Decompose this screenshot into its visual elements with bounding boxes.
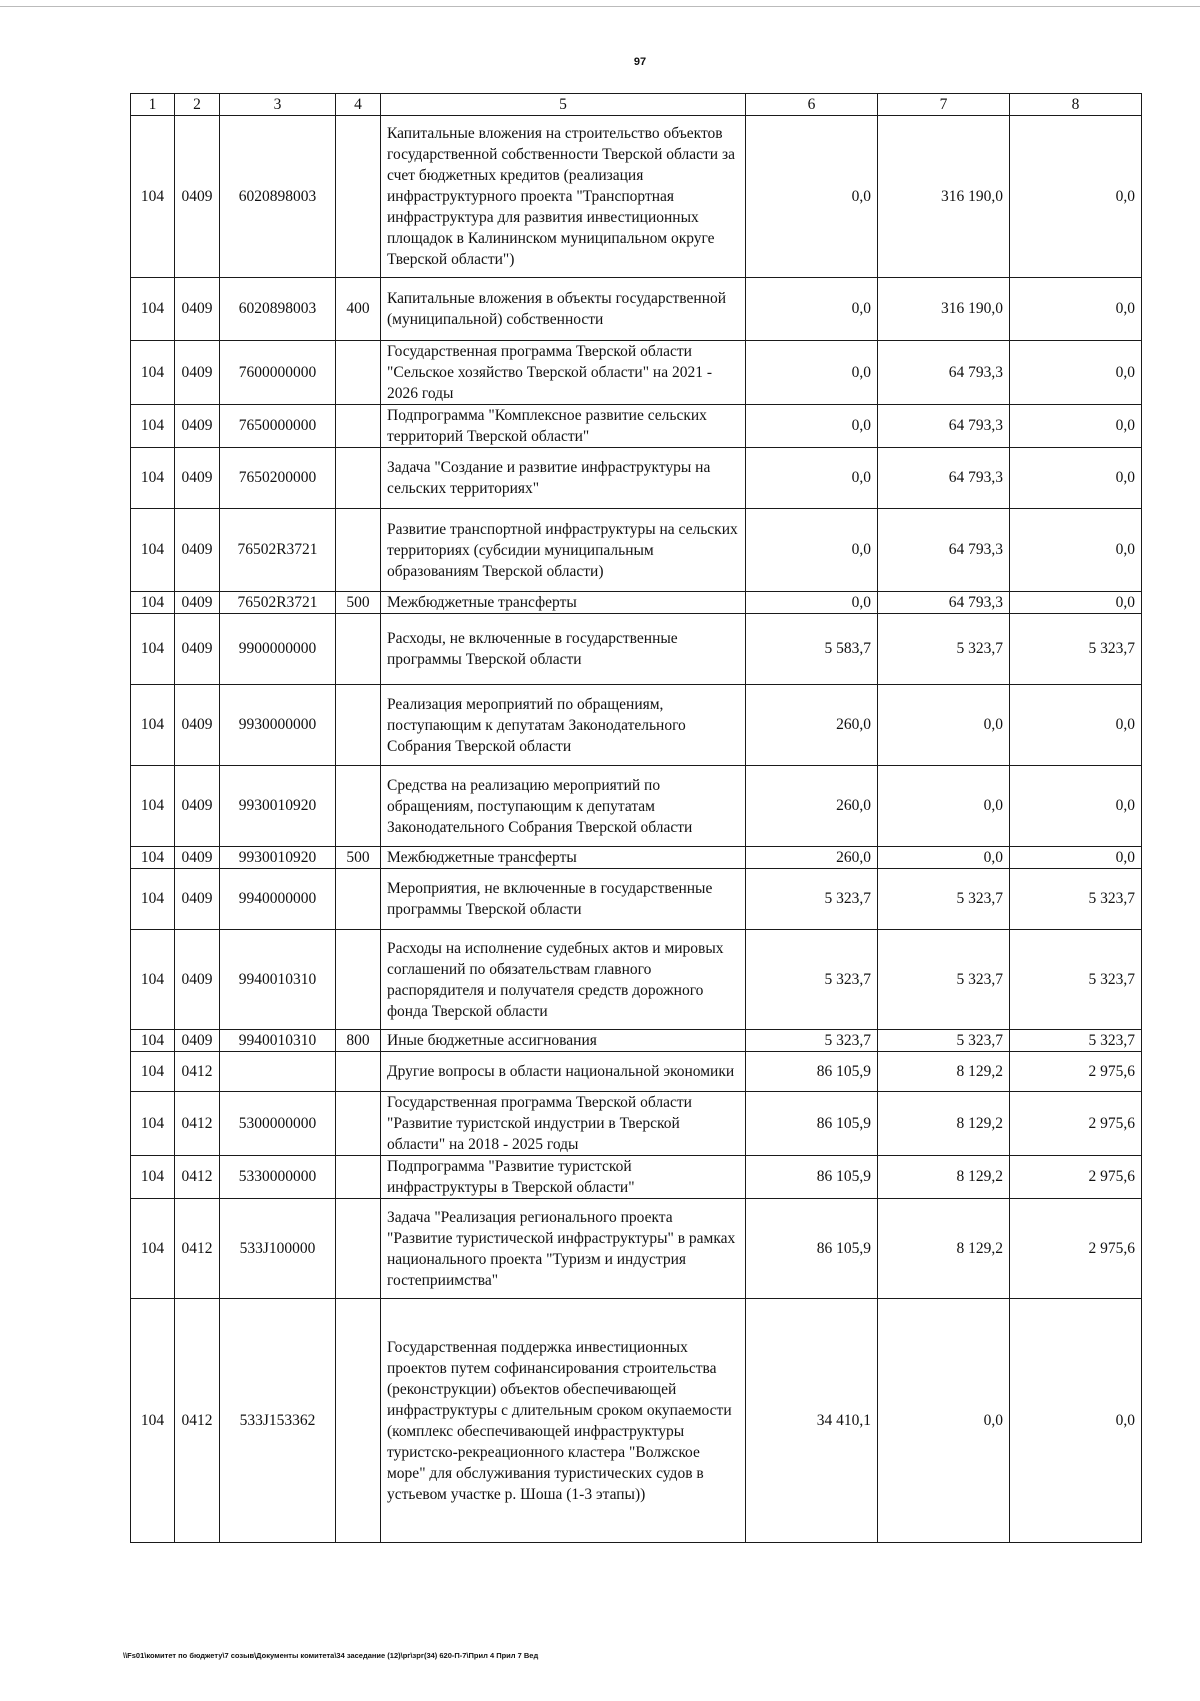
row-cell-4: [336, 116, 381, 278]
row-cell-3: 533J153362: [220, 1299, 336, 1543]
row-cell-3: 5300000000: [220, 1092, 336, 1156]
row-cell-3: 9900000000: [220, 614, 336, 685]
row-value-8: 0,0: [1010, 847, 1142, 869]
row-cell-2: 0409: [175, 278, 220, 341]
row-cell-1: 104: [131, 1030, 175, 1052]
row-cell-1: 104: [131, 614, 175, 685]
row-description: Задача "Создание и развитие инфраструктуры на сельских территориях": [381, 448, 746, 509]
row-cell-3: 7650200000: [220, 448, 336, 509]
row-description: Государственная поддержка инвестиционных проектов путем софинансирования строительства (реконструкции) объектов обеспечивающей инфраструктуры с длительным сроком окупаемости (комплекс обеспечивающей инфраструктуры туристско-рекреационного кластера "Волжское море" для обслуживания туристических судов в устьевом участке р. Шоша (1-3 этапы)): [381, 1299, 746, 1543]
col-header-8: 8: [1010, 94, 1142, 116]
row-value-6: 86 105,9: [746, 1156, 878, 1199]
row-value-7: 5 323,7: [878, 614, 1010, 685]
table-row: [131, 509, 1142, 592]
row-cell-3: 9930010920: [220, 847, 336, 869]
row-value-8: 0,0: [1010, 509, 1142, 592]
row-cell-1: 104: [131, 278, 175, 341]
row-description: Развитие транспортной инфраструктуры на сельских территориях (субсидии муниципальным образованиям Тверской области): [381, 509, 746, 592]
row-value-7: 64 793,3: [878, 509, 1010, 592]
col-header-4: 4: [336, 94, 381, 116]
row-value-7: 8 129,2: [878, 1156, 1010, 1199]
header-row: [131, 94, 1142, 116]
row-cell-1: 104: [131, 1092, 175, 1156]
row-cell-2: 0409: [175, 614, 220, 685]
row-value-7: 8 129,2: [878, 1092, 1010, 1156]
row-cell-2: 0412: [175, 1092, 220, 1156]
row-cell-2: 0412: [175, 1156, 220, 1199]
row-cell-2: 0409: [175, 685, 220, 766]
row-cell-3: [220, 1052, 336, 1092]
row-cell-4: [336, 509, 381, 592]
table-row: [131, 592, 1142, 614]
row-value-7: 0,0: [878, 685, 1010, 766]
row-description: Задача "Реализация регионального проекта "Развитие туристической инфраструктуры" в рамках национального проекта "Туризм и индустрия гостеприимства": [381, 1199, 746, 1299]
row-cell-1: 104: [131, 1156, 175, 1199]
row-cell-4: 500: [336, 592, 381, 614]
col-header-7: 7: [878, 94, 1010, 116]
row-cell-1: 104: [131, 1299, 175, 1543]
row-value-6: 34 410,1: [746, 1299, 878, 1543]
row-cell-3: 76502R3721: [220, 509, 336, 592]
row-cell-4: [336, 930, 381, 1030]
row-description: Капитальные вложения в объекты государственной (муниципальной) собственности: [381, 278, 746, 341]
table-row: [131, 1092, 1142, 1156]
row-cell-2: 0412: [175, 1052, 220, 1092]
table-row: [131, 341, 1142, 405]
row-value-7: 8 129,2: [878, 1052, 1010, 1092]
table-row: [131, 869, 1142, 930]
row-description: Другие вопросы в области национальной экономики: [381, 1052, 746, 1092]
row-description: Мероприятия, не включенные в государственные программы Тверской области: [381, 869, 746, 930]
table-row: [131, 1030, 1142, 1052]
row-cell-4: [336, 869, 381, 930]
table-row: [131, 930, 1142, 1030]
row-value-7: 5 323,7: [878, 869, 1010, 930]
row-value-8: 0,0: [1010, 1299, 1142, 1543]
row-cell-1: 104: [131, 448, 175, 509]
row-description: Государственная программа Тверской области "Сельское хозяйство Тверской области" на 2021 - 2026 годы: [381, 341, 746, 405]
row-value-6: 5 323,7: [746, 1030, 878, 1052]
row-value-6: 86 105,9: [746, 1092, 878, 1156]
row-cell-4: [336, 1052, 381, 1092]
table-row: [131, 1156, 1142, 1199]
table-row: [131, 448, 1142, 509]
row-cell-2: 0412: [175, 1199, 220, 1299]
row-description: Средства на реализацию мероприятий по обращениям, поступающим к депутатам Законодательного Собрания Тверской области: [381, 766, 746, 847]
col-header-6: 6: [746, 94, 878, 116]
row-description: Государственная программа Тверской области "Развитие туристской индустрии в Тверской области" на 2018 - 2025 годы: [381, 1092, 746, 1156]
row-value-8: 0,0: [1010, 116, 1142, 278]
row-cell-1: 104: [131, 1199, 175, 1299]
row-cell-4: [336, 614, 381, 685]
row-value-6: 86 105,9: [746, 1052, 878, 1092]
row-description: Расходы на исполнение судебных актов и мировых соглашений по обязательствам главного распорядителя и получателя средств дорожного фонда Тверской области: [381, 930, 746, 1030]
row-value-8: 2 975,6: [1010, 1052, 1142, 1092]
row-cell-4: [336, 1199, 381, 1299]
row-cell-2: 0409: [175, 116, 220, 278]
row-description: Подпрограмма "Развитие туристской инфраструктуры в Тверской области": [381, 1156, 746, 1199]
table-row: [131, 614, 1142, 685]
row-value-6: 0,0: [746, 592, 878, 614]
row-cell-3: 9940010310: [220, 1030, 336, 1052]
row-cell-4: 400: [336, 278, 381, 341]
row-cell-2: 0409: [175, 869, 220, 930]
row-cell-4: [336, 448, 381, 509]
row-cell-1: 104: [131, 116, 175, 278]
row-cell-2: 0409: [175, 766, 220, 847]
row-value-6: 0,0: [746, 278, 878, 341]
row-value-8: 2 975,6: [1010, 1199, 1142, 1299]
row-cell-2: 0409: [175, 592, 220, 614]
row-value-7: 64 793,3: [878, 341, 1010, 405]
row-cell-1: 104: [131, 847, 175, 869]
row-cell-2: 0409: [175, 1030, 220, 1052]
row-description: Расходы, не включенные в государственные программы Тверской области: [381, 614, 746, 685]
row-value-6: 5 323,7: [746, 930, 878, 1030]
row-value-6: 0,0: [746, 448, 878, 509]
row-value-6: 5 583,7: [746, 614, 878, 685]
row-value-8: 0,0: [1010, 766, 1142, 847]
row-value-6: 260,0: [746, 766, 878, 847]
page-number: 97: [633, 56, 647, 68]
table-row: [131, 766, 1142, 847]
row-cell-4: [336, 1156, 381, 1199]
row-cell-4: [336, 405, 381, 448]
row-cell-4: [336, 1299, 381, 1543]
row-value-7: 0,0: [878, 847, 1010, 869]
row-cell-1: 104: [131, 1052, 175, 1092]
row-cell-1: 104: [131, 869, 175, 930]
col-header-3: 3: [220, 94, 336, 116]
row-cell-3: 7650000000: [220, 405, 336, 448]
row-cell-3: 6020898003: [220, 278, 336, 341]
col-header-1: 1: [131, 94, 175, 116]
col-header-5: 5: [381, 94, 746, 116]
row-value-7: 8 129,2: [878, 1199, 1010, 1299]
row-value-7: 316 190,0: [878, 116, 1010, 278]
row-value-8: 2 975,6: [1010, 1092, 1142, 1156]
table-row: [131, 1199, 1142, 1299]
row-cell-2: 0409: [175, 847, 220, 869]
row-cell-2: 0409: [175, 509, 220, 592]
row-cell-4: 500: [336, 847, 381, 869]
row-description: Капитальные вложения на строительство объектов государственной собственности Тверской области за счет бюджетных кредитов (реализация инфраструктурного проекта "Транспортная инфраструктура для развития инвестиционных площадок в Калининском муниципальном округе Тверской области"): [381, 116, 746, 278]
row-cell-4: [336, 341, 381, 405]
row-value-8: 0,0: [1010, 448, 1142, 509]
table-row: [131, 116, 1142, 278]
row-value-7: 64 793,3: [878, 405, 1010, 448]
table-row: [131, 685, 1142, 766]
row-value-8: 0,0: [1010, 405, 1142, 448]
row-value-8: 2 975,6: [1010, 1156, 1142, 1199]
row-value-8: 0,0: [1010, 592, 1142, 614]
row-cell-2: 0409: [175, 930, 220, 1030]
row-cell-1: 104: [131, 509, 175, 592]
row-cell-4: [336, 766, 381, 847]
table-row: [131, 278, 1142, 341]
row-value-7: 64 793,3: [878, 592, 1010, 614]
row-value-7: 0,0: [878, 1299, 1010, 1543]
table-row: [131, 1299, 1142, 1543]
row-description: Межбюджетные трансферты: [381, 847, 746, 869]
row-value-6: 260,0: [746, 685, 878, 766]
row-value-7: 64 793,3: [878, 448, 1010, 509]
row-cell-4: 800: [336, 1030, 381, 1052]
row-value-6: 0,0: [746, 341, 878, 405]
row-value-6: 86 105,9: [746, 1199, 878, 1299]
row-description: Межбюджетные трансферты: [381, 592, 746, 614]
row-cell-3: 76502R3721: [220, 592, 336, 614]
row-cell-3: 533J100000: [220, 1199, 336, 1299]
row-value-8: 0,0: [1010, 278, 1142, 341]
row-value-6: 0,0: [746, 509, 878, 592]
row-value-7: 0,0: [878, 766, 1010, 847]
row-value-7: 5 323,7: [878, 1030, 1010, 1052]
row-value-8: 5 323,7: [1010, 1030, 1142, 1052]
row-cell-4: [336, 685, 381, 766]
row-cell-1: 104: [131, 766, 175, 847]
row-cell-1: 104: [131, 341, 175, 405]
row-value-6: 0,0: [746, 116, 878, 278]
row-cell-2: 0412: [175, 1299, 220, 1543]
file-path-footer: \\Fs01\комитет по бюджету\7 созыв\Документы комитета\34 заседание (12)\рг\зрг(34) 620-П-7\Прил 4 Прил 7 Вед: [123, 1651, 539, 1660]
row-cell-1: 104: [131, 930, 175, 1030]
row-description: Иные бюджетные ассигнования: [381, 1030, 746, 1052]
scan-edge-line: [0, 6, 1200, 7]
row-value-8: 0,0: [1010, 685, 1142, 766]
row-cell-3: 9940000000: [220, 869, 336, 930]
row-cell-1: 104: [131, 592, 175, 614]
row-cell-3: 6020898003: [220, 116, 336, 278]
table-row: [131, 1052, 1142, 1092]
row-cell-3: 9930010920: [220, 766, 336, 847]
row-cell-3: 9940010310: [220, 930, 336, 1030]
row-value-8: 5 323,7: [1010, 930, 1142, 1030]
row-cell-3: 7600000000: [220, 341, 336, 405]
row-cell-2: 0409: [175, 448, 220, 509]
table-row: [131, 847, 1142, 869]
budget-table: [130, 93, 1142, 1543]
row-cell-2: 0409: [175, 341, 220, 405]
row-cell-1: 104: [131, 685, 175, 766]
row-value-8: 5 323,7: [1010, 869, 1142, 930]
row-value-7: 316 190,0: [878, 278, 1010, 341]
col-header-2: 2: [175, 94, 220, 116]
table-row: [131, 405, 1142, 448]
row-value-6: 5 323,7: [746, 869, 878, 930]
row-value-6: 0,0: [746, 405, 878, 448]
row-description: Подпрограмма "Комплексное развитие сельских территорий Тверской области": [381, 405, 746, 448]
row-cell-3: 9930000000: [220, 685, 336, 766]
row-value-7: 5 323,7: [878, 930, 1010, 1030]
row-value-8: 5 323,7: [1010, 614, 1142, 685]
row-cell-2: 0409: [175, 405, 220, 448]
row-cell-3: 5330000000: [220, 1156, 336, 1199]
row-cell-4: [336, 1092, 381, 1156]
row-cell-1: 104: [131, 405, 175, 448]
row-description: Реализация мероприятий по обращениям, поступающим к депутатам Законодательного Собрания Тверской области: [381, 685, 746, 766]
row-value-6: 260,0: [746, 847, 878, 869]
row-value-8: 0,0: [1010, 341, 1142, 405]
